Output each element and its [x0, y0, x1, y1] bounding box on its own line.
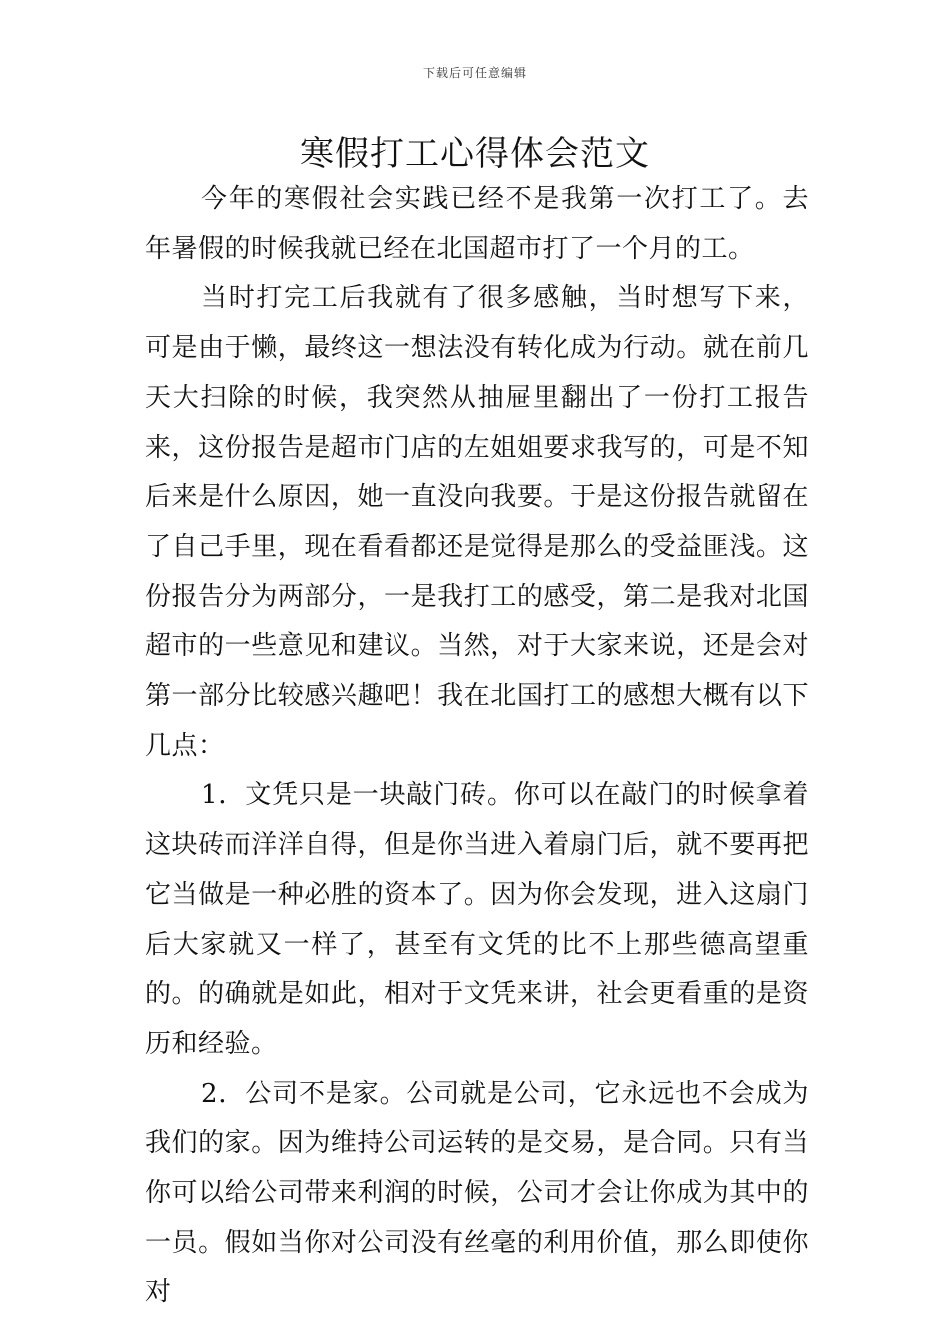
paragraph-4: 2．公司不是家。公司就是公司，它永远也不会成为我们的家。因为维持公司运转的是交易，是合同。只有当你可以给公司带来利润的时候，公司才会让你成为其中的一员。假如当你对公司没有丝毫的利用价值，那么即使你对 [145, 1078, 809, 1308]
paragraph-2: 当时打完工后我就有了很多感触，当时想写下来，可是由于懒，最终这一想法没有转化成为行动。就在前几天大扫除的时候，我突然从抽屉里翻出了一份打工报告来，这份报告是超市门店的左姐姐要求我写的，可是不知后来是什么原因，她一直没向我要。于是这份报告就留在了自己手里，现在看看都还是觉得是那么的受益匪浅。这份报告分为两部分，一是我打工的感受，第二是我对北国超市的一些意见和建议。当然，对于大家来说，还是会对第一部分比较感兴趣吧！我在北国打工的感想大概有以下几点： [145, 283, 809, 761]
paragraph-3: 1．文凭只是一块敲门砖。你可以在敲门的时候拿着这块砖而洋洋自得，但是你当进入着扇门后，就不要再把它当做是一种必胜的资本了。因为你会发现，进入这扇门后大家就又一样了，甚至有文凭的比不上那些德高望重的。的确就是如此，相对于文凭来讲，社会更看重的是资历和经验。 [145, 780, 809, 1059]
document-title: 寒假打工心得体会范文 [300, 134, 650, 174]
paragraph-1: 今年的寒假社会实践已经不是我第一次打工了。去年暑假的时候我就已经在北国超市打了一个月的工。 [145, 184, 809, 264]
document-body [145, 175, 809, 1318]
header-note: 下载后可任意编辑 [422, 66, 527, 80]
